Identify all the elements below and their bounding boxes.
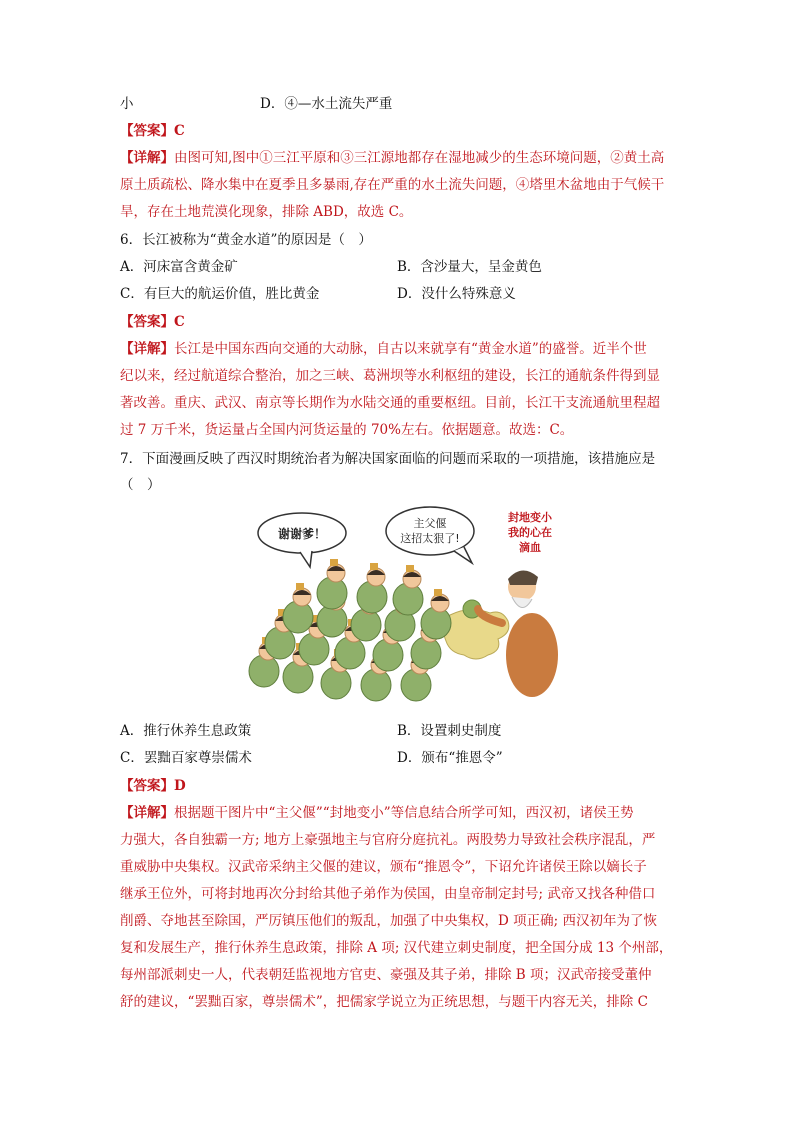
q6-option-d: D．没什么特殊意义	[397, 286, 516, 302]
q7-detail-line-6: 复和发展生产，推行休养生息政策，排除 A 项; 汉代建立刺史制度，把全国分成 13 个州部，	[120, 940, 673, 956]
answer-value: C	[174, 314, 185, 330]
detail-text: 根据题干图片中“主父偃”“封地变小”等信息结合所学可知，西汉初，诸侯王势	[174, 805, 634, 821]
kneeling-figure	[421, 589, 451, 639]
caption-text-1: 封地变小	[508, 511, 552, 524]
q7-stem-line-1: 7．下面漫画反映了西汉时期统治者为解决国家面临的问题而采取的一项措施，该措施应是	[120, 451, 656, 467]
q7-detail-line-2: 力强大，各自独霸一方; 地方上豪强地主与官府分庭抗礼。两股势力导致社会秩序混乱，严	[120, 832, 656, 848]
detail-label: 【详解】	[120, 805, 174, 821]
caption-red	[508, 510, 553, 554]
detail-label: 【详解】	[120, 150, 174, 166]
kneeling-sons-group	[249, 559, 451, 701]
caption-text-2: 我的心在	[508, 526, 552, 539]
q6-stem: 6．长江被称为“黄金水道”的原因是（ ）	[120, 232, 372, 248]
kneeling-figure	[357, 563, 387, 613]
bubble-mid-text-1: 主父偃	[413, 517, 447, 530]
answer-label: 【答案】	[120, 314, 174, 330]
q7-detail-line-3: 重威胁中央集权。汉武帝采纳主父偃的建议，颁布“推恩令”，下诏允许诸侯王除以嫡长子	[120, 859, 647, 875]
bubble-left-text: 谢谢爹！	[277, 527, 327, 541]
q6-detail-line-4: 过 7 万千米，货运量占全国内河货运量的 70%左右。依据题意。故选：C。	[120, 422, 574, 438]
kneeling-figure	[283, 583, 313, 633]
q7-detail-line-7: 每州部派刺史一人，代表朝廷监视地方官吏、豪强及其子弟，排除 B 项；汉武帝接受董仲	[120, 967, 652, 983]
answer-value: D	[174, 778, 186, 794]
q7-stem-line-2: （ ）	[120, 477, 161, 493]
q7-option-b: B．设置刺史制度	[397, 723, 502, 739]
q5-detail-line-2: 原土质疏松、降水集中在夏季且多暴雨,存在严重的水土流失问题，④塔里木盆地由于气候干	[120, 177, 665, 193]
q5-answer	[120, 122, 185, 140]
q7-detail-line-1	[120, 804, 634, 822]
q6-detail-line-3: 著改善。重庆、武汉、南京等长期作为水陆交通的重要枢纽。目前，长江干支流通航里程超	[120, 395, 660, 411]
bubble-mid-text-2: 这招太狠了!	[400, 532, 460, 545]
cartoon-illustration	[240, 505, 562, 713]
q6-answer	[120, 313, 185, 331]
q7-option-d: D．颁布“推恩令”	[397, 750, 503, 766]
answer-value: C	[174, 123, 185, 139]
q6-option-b: B．含沙量大，呈金黄色	[397, 259, 542, 275]
detail-text: 由图可知,图中①三江平原和③三江源地都存在湿地减少的生态环境问题，②黄土高	[174, 150, 665, 166]
q7-option-a: A．推行休养生息政策	[120, 723, 252, 739]
q6-option-c: C．有巨大的航运价值，胜比黄金	[120, 286, 320, 302]
kneeling-figure	[317, 559, 347, 609]
q7-option-c: C．罢黜百家尊崇儒术	[120, 750, 252, 766]
answer-label: 【答案】	[120, 778, 174, 794]
q5-detail-line-3: 旱，存在土地荒漠化现象，排除 ABD，故选 C。	[120, 204, 413, 220]
q6-detail-line-1	[120, 340, 647, 358]
speech-bubble-middle	[386, 507, 474, 563]
q7-detail-line-5: 削爵、夺地甚至除国，严厉镇压他们的叛乱，加强了中央集权，D 项正确; 西汉初年为了恢	[120, 913, 657, 929]
q7-detail-line-8: 舒的建议，“罢黜百家，尊崇儒术”，把儒家学说立为正统思想，与题干内容无关，排除 C	[120, 994, 648, 1010]
answer-label: 【答案】	[120, 123, 174, 139]
q7-detail-line-4: 继承王位外，可将封地再次分封给其他子弟作为侯国，由皇帝制定封号; 武帝又找各种借口	[120, 886, 656, 902]
q5-detail-line-1	[120, 149, 664, 167]
caption-text-3: 滴血	[519, 541, 541, 554]
q7-answer	[120, 777, 186, 795]
q6-option-a: A．河床富含黄金矿	[120, 259, 238, 275]
q6-detail-line-2: 纪以来，经过航道综合整治，加之三峡、葛洲坝等水利枢纽的建设，长江的通航条件得到显	[120, 368, 660, 384]
speech-bubble-left	[258, 513, 346, 567]
detail-label: 【详解】	[120, 341, 174, 357]
kneeling-figure	[393, 565, 423, 615]
q5-option-fragment: 小	[120, 96, 134, 112]
q5-option-d: D．④—水土流失严重	[260, 96, 393, 112]
detail-text: 长江是中国东西向交通的大动脉，自古以来就享有“黄金水道”的盛誉。近半个世	[174, 341, 647, 357]
